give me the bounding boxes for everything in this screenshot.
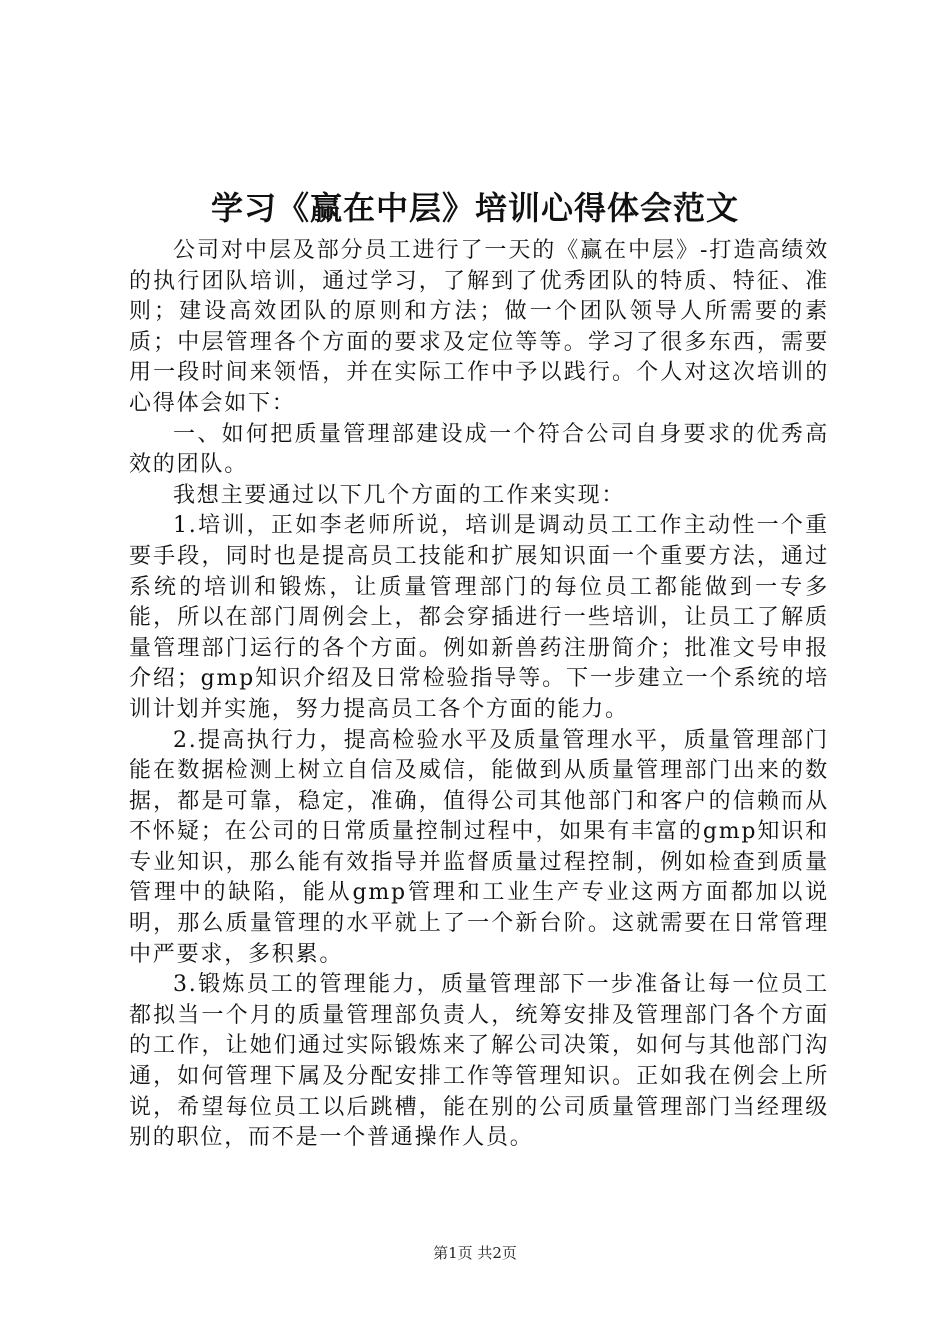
paragraph-approach: 我想主要通过以下几个方面的工作来实现： (173, 482, 626, 508)
paragraph-point-2: 2.提高执行力，提高检验水平及质量管理水平，质量管理部门能在数据检测上树立自信及威信，能做到从质量管理部门出来的数据，都是可靠，稳定，准确，值得公司其他部门和客户的信赖而从不怀疑；在公司的日常质量控制过程中，如果有丰富的gmp知识和专业知识，那么能有效指导并监督质量过程控制，例如检查到质量管理中的缺陷，能从gmp管理和工业生产专业这两方面都加以说明，那么质量管理的水平就上了一个新台阶。这就需要在日常管理中严要求，多积累。 (129, 727, 829, 967)
paragraph-point-1: 1.培训，正如李老师所说，培训是调动员工工作主动性一个重要手段，同时也是提高员工技能和扩展知识面一个重要方法，通过系统的培训和锻炼，让质量管理部门的每位员工都能做到一专多能，所以在部门周例会上，都会穿插进行一些培训，让员工了解质量管理部门运行的各个方面。例如新兽药注册简介；批准文号申报介绍；gmp知识介绍及日常检验指导等。下一步建立一个系统的培训计划并实施，努力提高员工各个方面的能力。 (129, 513, 829, 722)
paragraph-intro: 公司对中层及部分员工进行了一天的《赢在中层》-打造高绩效的执行团队培训，通过学习，了解到了优秀团队的特质、特征、准则；建设高效团队的原则和方法；做一个团队领导人所需要的素质；中层管理各个方面的要求及定位等等。学习了很多东西，需要用一段时间来领悟，并在实际工作中予以践行。个人对这次培训的心得体会如下： (129, 238, 829, 416)
document-title: 学习《赢在中层》培训心得体会范文 (210, 189, 739, 227)
paragraph-point-3: 3.锻炼员工的管理能力，质量管理部下一步准备让每一位员工都拟当一个月的质量管理部负责人，统筹安排及管理部门各个方面的工作，让她们通过实际锻炼来了解公司决策，如何与其他部门沟通，如何管理下属及分配安排工作等管理知识。正如我在例会上所说，希望每位员工以后跳槽，能在别的公司质量管理部门当经理级别的职位，而不是一个普通操作人员。 (129, 972, 829, 1151)
paragraph-section-one: 一、如何把质量管理部建设成一个符合公司自身要求的优秀高效的团队。 (129, 421, 829, 478)
document-body (129, 236, 829, 1154)
page-number-footer: 第1页 共2页 (433, 1244, 517, 1262)
